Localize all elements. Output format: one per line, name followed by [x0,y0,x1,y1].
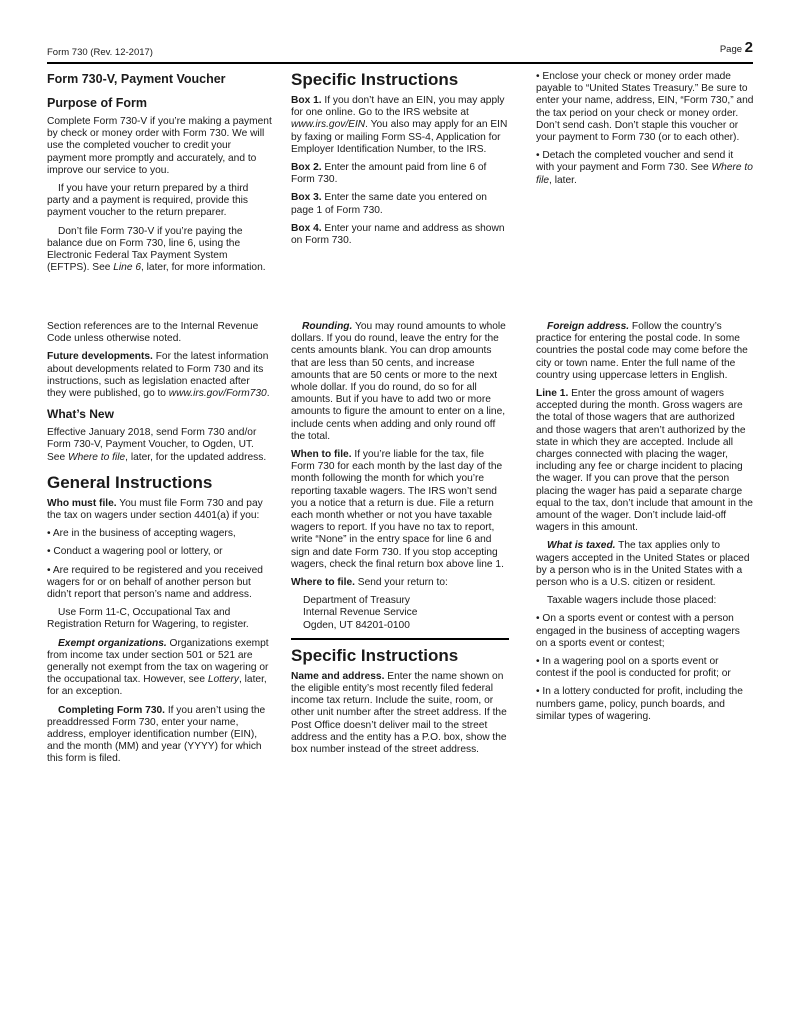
left-column [47,321,271,772]
voucher-specific-heading: Specific Instructions [291,70,459,89]
taxable-bullet-pool: • In a wagering pool on a sports event or contest if the pool is conducted for profit; or [536,656,731,680]
general-instructions-heading: General Instructions [47,472,213,492]
taxable-wagers-intro: Taxable wagers include those placed: [547,595,717,607]
middle-column [291,321,509,762]
when-to-file: When to file. If you’re liable for the tax, file Form 730 for each month by the last day of the month following the month for which you’re reporting taxable wagers. The IRS won’t send you a notice that a return is due. File a return each month whether or not you have taxable wagers to report. If you have no tax to report, write “None” in the entry space for line 6 and sign and date Form 730. If you stop accepting wagers, check the final return box above line 1. [291,449,504,570]
purpose-heading: Purpose of Form [47,96,148,110]
voucher-title: Form 730-V, Payment Voucher [47,72,226,86]
whats-new-paragraph: Effective January 2018, send Form 730 and/or Form 730-V, Payment Voucher, to Ogden, UT. See Where to file, later, for the updated address. [47,427,267,463]
taxable-bullet-sports: • On a sports event or contest with a person engaged in the business of accepting wagers on a sports event or contest; [536,613,740,649]
bullet-registered: • Are required to be registered and you received wagers for or on behalf of another person but didn’t report that person’s name and address. [47,564,263,601]
whats-new-heading: What’s New [47,407,114,422]
bullet-business: • Are in the business of accepting wagers, [47,528,236,540]
foreign-address: Foreign address. Follow the country’s practice for entering the postal code. In some countries the postal code may come before the city or town name. Enter the full name of the country using uppercase letters in English. [536,321,748,381]
voucher-bullets-column [536,71,754,193]
voucher-column [47,72,272,280]
section-references: Section references are to the Internal Revenue Code unless otherwise noted. [47,321,259,345]
right-column [536,321,754,729]
form-11c-paragraph: Use Form 11-C, Occupational Tax and Registration Return for Wagering, to register. [47,607,249,631]
box4-paragraph: Box 4. Enter your name and address as shown on Form 730. [291,222,505,247]
taxable-bullet-lottery: • In a lottery conducted for profit, including the numbers game, policy, punch boards, and similar types of wagering. [536,686,743,722]
box2-paragraph: Box 2. Enter the amount paid from line 6 of Form 730. [291,162,487,186]
completing-form: Completing Form 730. If you aren’t using the preaddressed Form 730, enter your name, address, employer identification number (EIN), and the month (MM) and year (YYYY) for which this form is filed. [47,704,266,765]
preparer-paragraph: If you have your return prepared by a third party and a payment is required, provide this payment voucher to the return preparer. [47,183,249,219]
box1-paragraph: Box 1. If you don’t have an EIN, you may apply for one online. Go to the IRS website at www.irs.gov/EIN. You also may apply for an EIN by faxing or mailing Form SS-4, Application for Employer Identification Number, to the IRS. [291,95,508,155]
page-header [47,39,753,62]
who-must-file: Who must file. You must file Form 730 and pay the tax on wagers under section 4401(a) if you: [47,497,263,522]
header-rule [47,62,753,64]
form730-link[interactable]: www.irs.gov/Form730 [168,388,267,400]
name-and-address: Name and address. Enter the name shown on the eligible entity’s most recently filed federal income tax return. Include the suite, room, or other unit number after the street address. If the Post Office doesn’t deliver mail to the street address and the entity has a P.O. box, show the box number instead of the street address. [291,670,507,756]
voucher-specific-column [291,70,509,253]
exempt-organizations: Exempt organizations. Organizations exempt from income tax under section 501 or 521 are generally not exempt from the tax on wagering or the occupational tax. However, see Lottery, later, for an exception. [47,637,269,698]
bullet-pool: • Conduct a wagering pool or lottery, or [47,546,223,558]
detach-voucher-bullet: • Detach the completed voucher and send it with your payment and Form 730. See Where to file, later. [536,150,753,186]
rounding-paragraph: Rounding. You may round amounts to whole dollars. If you do round, leave the entry for the cents amounts blank. You can drop amounts that are less than 50 cents, and increase amounts that are 50 cents or more to the next whole dollar. If you do round, do so for all amounts. But if you have to add two or more amounts to figure the amount to enter on a line, include cents when adding and only round off the total. [291,321,506,442]
where-to-file: Where to file. Send your return to: [291,577,448,589]
form-reference: Form 730 (Rev. 12-2017) [47,47,153,58]
box3-paragraph: Box 3. Enter the same date you entered on page 1 of Form 730. [291,192,487,216]
future-developments: Future developments. For the latest information about developments related to Form 730 and its instructions, such as legislation enacted after they were published, go to www.irs.gov/Form730. [47,351,270,400]
mailing-address: Department of Treasury Internal Revenue Service Ogden, UT 84201-0100 [303,595,418,631]
section-rule [291,638,509,640]
enclose-check-bullet: • Enclose your check or money order made payable to “United States Treasury.” Be sure to enter your name, address, EIN, “Form 730,” and the tax period on your check or money order. Don’t send cash. Don’t staple this voucher or your payment to Form 730 (or to each other). [536,71,754,144]
page-number: Page 2 [719,39,753,56]
eftps-paragraph: Don’t file Form 730-V if you’re paying the balance due on Form 730, line 6, using the Electronic Federal Tax Payment System (EFTPS). See Line 6, later, for more information. [47,225,266,274]
specific-instructions-heading: Specific Instructions [291,645,459,665]
what-is-taxed: What is taxed. The tax applies only to wagers accepted in the United States or placed by a person who is in the United States with a person who is a U.S. citizen or resident. [536,540,750,589]
line1-paragraph: Line 1. Enter the gross amount of wagers accepted during the month. Gross wagers are the total of those wagers that are authorized and those wagers that aren’t authorized by the state in which they are accepted. Include all charges connected with placing the wager, including any fee or charge incident to placing the wager. If you can prove that the person placing the wager has paid a separate charge equal to the tax, don’t include that amount in the amount of the wager. Don’t include laid-off wagers in this amount. [536,388,753,534]
ein-link[interactable]: www.irs.gov/EIN [291,119,366,131]
purpose-paragraph: Complete Form 730-V if you’re making a payment by check or money order with Form 730. We will use the completed voucher to credit your payment more promptly and accurately, and to improve our service to you. [47,116,272,176]
